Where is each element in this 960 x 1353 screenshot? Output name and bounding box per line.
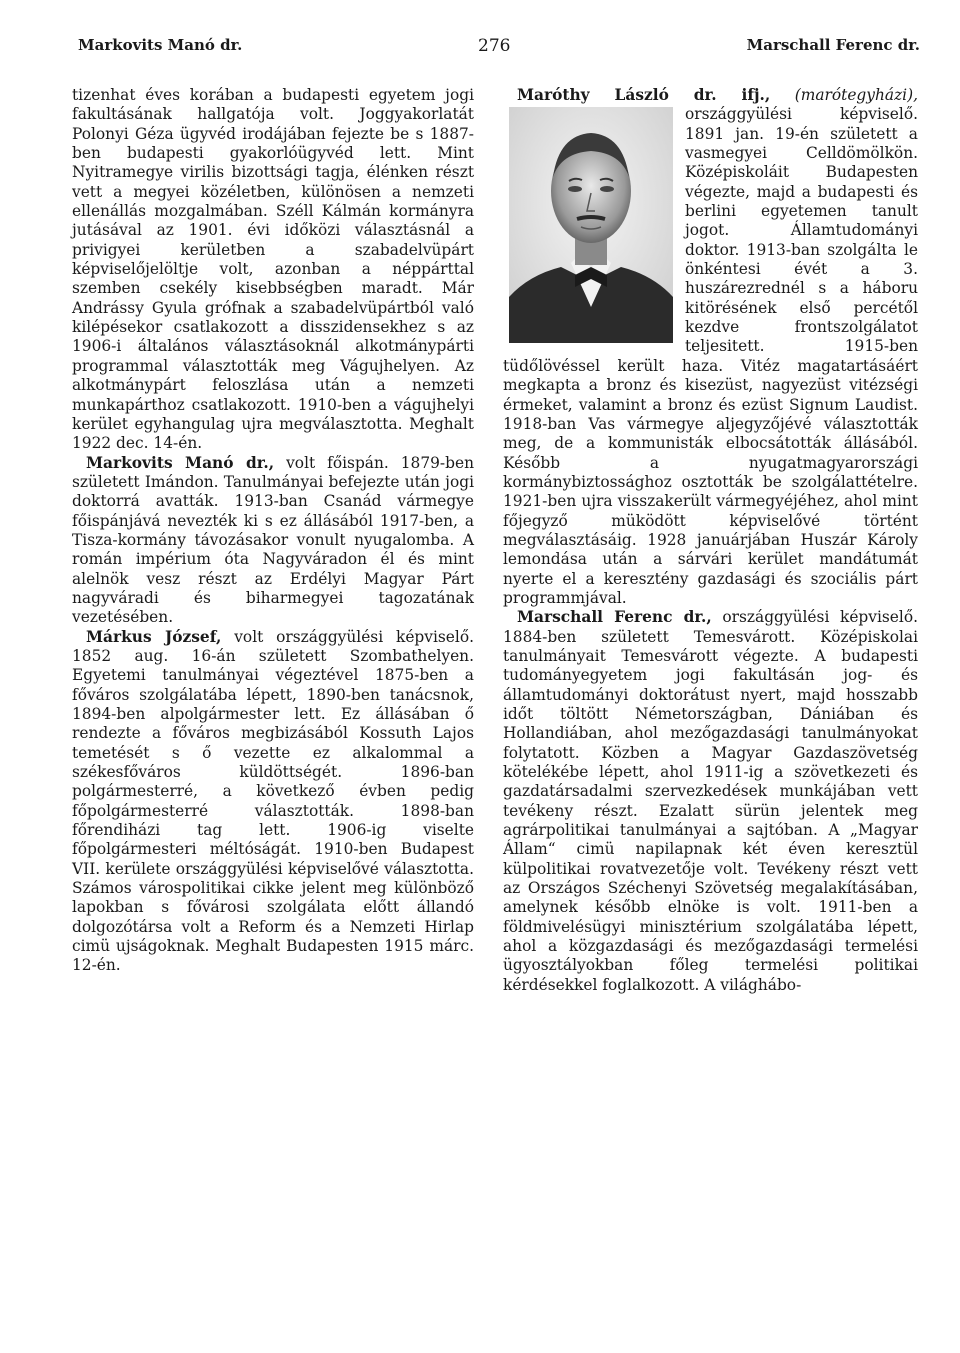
portrait-photo [509,107,673,343]
entry-text: volt országgyülési képviselő. 1852 aug. 16-án született Szombathelyen. Egyetemi tanulmányai végeztével 1875-ben a főváros szolgálatába lépett, 1890-ben tanácsnok, 1894-ben alpolgármester lett. Ez állásában ő rendezte a főváros megbizásából Kossuth Lajos temetését s ő vezette ez alkalommal a székesfőváros küldöttségét. 1896-ban polgármesterré, a következő évben pedig főpolgármesterré választották. 1898-ban főrendiházi tag lett. 1906-ig viselte főpolgármesteri méltóságát. 1910-ben Budapest VII. kerülete országgyülési képviselővé választotta. Számos várospolitikai cikke jelent meg különböző lapokban s fővárosi szolgálata előtt állandó dolgozótársa volt a Reform és a Nemzeti Hirlap cimü ujságoknak. Meghalt Budapesten 1915 márc. 12-én. [72,627,474,975]
entry-name: Maróthy László dr. ifj., [517,86,771,104]
entry-markovits [72,454,474,628]
left-column [72,86,474,976]
entry-text: országgyülési képviselő. 1884-ben született Temesvárott. Középiskolai tanulmányait Temesvárott végezte. A budapesti tudományegyetem jogi fakultásán jog- és államtudományi doktorátust nyert, majd hosszabb időt töltött Németországban, Dániában és Hollandiában, ahol mezőgazdasági tanulmányokat folytatott. Közben a Magyar Gazdaszövetség kötelékébe lépett, ahol 1911-ig a szövetkezeti és gazdatársadalmi szervezkedések munkájában vett tevékeny részt. Ezalatt sürün jelentek meg agrárpolitikai tanulmányai a sajtóban. A „Magyar Állam“ cimü napilapnak két éven keresztül külpolitikai rovatvezetője volt. Tevékeny részt vett az Országos Széchenyi Szövetség megalakításában, amelynek később elnöke is volt. 1911-ben a földmivelésügyi minisztérium szolgálatába lépett, ahol a közgazdasági és mezőgazdasági termelési ügyosztályokban főleg termelési politikai kérdésekkel foglalkozott. A világhábo- [503,608,918,994]
entry-text: országgyülési képviselő. 1891 jan. 19-én született a vasmegyei Celldömölkön. Középiskoláit Budapesten végezte, majd a budapesti és berlini egyetemen tanult jogot. Államtudományi doktor. 1913-ban szolgálta le önkéntesi évét a 3. huszárezrednél s a háboru kitörésének első percétől kezdve frontszolgálatot teljesitett. 1915-ben tüdőlövéssel került haza. Vitéz magatartásáért megkapta a bronz és kisezüst, nagyezüst vitézségi érmeket, valamint a bronz és ezüst Signum Laudist. 1918-ban Vas vármegye aljegyzőjévé választották meg, de a kommunisták elbocsátották állásából. Később a nyugatmagyarországi kormánybiztossághoz osztották be szolgálattételre. 1921-ben ujra visszakerült vármegyéjéhez, ahol mint főjegyző müködött képviselővé történt megválasztásáig. 1928 januárjában Huszár Károly lemondása után a sárvári kerület mandátumát nyerte el a keresztény gazdasági és szociális párt programmjával. [503,105,918,607]
entry-marschall [503,608,918,995]
entry-name: Márkus József, [86,627,222,646]
entry-text: volt főispán. 1879-ben született Imándon. Tanulmányai befejezte után jogi doktorrá avatták. 1913-ban Csanád vármegye főispánjává nevezték ki s ez állásából 1917-ben, a Tisza-kormány távozásakor vonult nyugalomba. A román impérium óta Nagyváradon él és mint alelnök vesz részt az Erdélyi Magyar Párt nagyváradi és biharmegyei tagozatának vezetésében. [72,453,474,627]
entry-maroothy [503,86,918,608]
entry-place: (marótegyházi), [770,86,918,104]
right-column [503,86,918,995]
header-right-name: Marschall Ferenc dr. [746,36,920,54]
page-number: 276 [478,36,511,56]
portrait-illustration [509,107,673,343]
running-header [78,36,920,60]
entry-markus [72,628,474,976]
header-left-name: Markovits Manó dr. [78,36,243,54]
paragraph-continuation: tizenhat éves korában a budapesti egyetem jogi fakultásának hallgatója volt. Joggyakorlatát Polonyi Géza ügyvéd irodájában fejezte be s 1887-ben budapesti gyakorlóügyvéd lett. Mint Nyitramegye virilis bizottsági tagja, élénken részt vett a megyei közéletben, különösen a nemzeti ellenállás mozgalmában. Széll Kálmán kormányra jutásával az 1901. évi időközi választásnál a privigyei kerületben a szabadelvüpárt képviselőjelöltje volt, azonban a néppárttal szemben csekély kisebbségben maradt. Már Andrássy Gyula grófnak a szabadelvüpártból való kilépésekor csatlakozott a disszidensekhez s az 1906-i általános választásoknál alkotmánypárti programmal választották meg Vágujhelyen. Az alkotmánypárt feloszlása után a nemzeti munkapárthoz csatlakozott. 1910-ben a vágujhelyi kerület egyhangulag ujra megválasztotta. Meghalt 1922 dec. 14-én. [72,86,474,453]
entry-name: Markovits Manó dr., [86,453,275,472]
entry-name: Marschall Ferenc dr., [517,608,712,627]
